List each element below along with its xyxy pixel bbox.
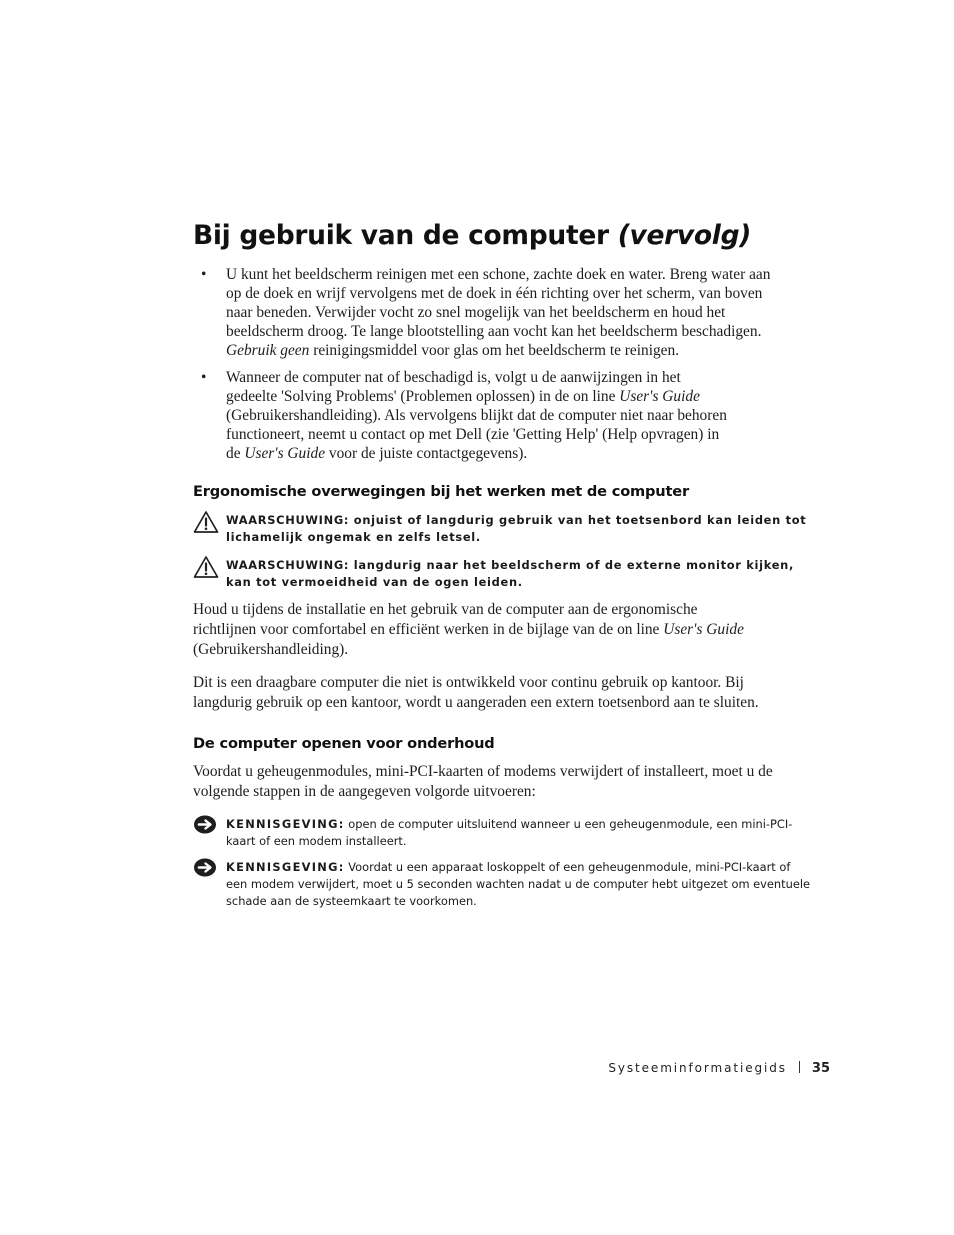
warning-notice [193,557,805,591]
bullet-line: naar beneden. Verwijder vocht zo snel mogelijk van het beeldscherm en houd het [226,304,726,321]
section-heading-ergonomics: Ergonomische overwegingen bij het werken met de computer [193,483,689,500]
notice-label: KENNISGEVING: [226,860,345,874]
page-number: 35 [811,1061,830,1076]
warning-text: kan tot vermoeidheid van de ogen leiden. [226,575,523,589]
notice-arrow-icon [193,857,219,881]
emphasis-text: Gebruik geen [226,342,310,359]
guide-title: User's Guide [244,445,326,462]
bullet-item [193,368,805,463]
guide-title: User's Guide [619,388,700,405]
bullet-line: beeldscherm droog. Te lange blootstelling aan vocht kan het beeldscherm beschadigen. [226,323,762,340]
paragraph: Voordat u geheugenmodules, mini-PCI-kaarten of modems verwijdert of installeert, moet u de volgende stappen in de aangegeven volgorde uitvoeren: [193,763,773,800]
paragraph: Houd u tijdens de installatie en het gebruik van de computer aan de ergonomische richtlijnen voor comfortabel en efficiënt werken in de bijlage van de on line User's Guide (Gebruikershandleiding). [193,601,744,658]
bullet-line-last: Gebruik geen reinigingsmiddel voor glas om het beeldscherm te reinigen. [226,342,680,359]
bullet-item [193,265,805,360]
page-title-continued: (vervolg) [617,220,752,251]
bullet-line: functioneert, neemt u contact op met Dell (zie 'Getting Help' (Help opvragen) in [226,426,720,443]
notice-arrow-icon [193,814,219,838]
page-title [193,220,833,251]
notice-label: KENNISGEVING: [226,817,345,831]
guide-title: User's Guide [663,621,744,638]
warning-triangle-icon [193,555,219,579]
section-heading-open-computer: De computer openen voor onderhoud [193,735,495,752]
bullet-dot-icon: • [201,266,207,283]
notice-item: KENNISGEVING: open de computer uitsluitend wanneer u een geheugenmodule, een mini-PCI- kaart of een modem installeert. [193,816,805,850]
paragraph: Dit is een draagbare computer die niet is ontwikkeld voor continu gebruik op kantoor. Bij langdurig gebruik op een kantoor, wordt u aangeraden een extern toetsenbord aan te sluiten. [193,674,759,711]
footer-divider [799,1061,800,1073]
warning-triangle-icon [193,510,219,534]
warning-text: WAARSCHUWING: langdurig naar het beeldscherm of de externe monitor kijken, [226,558,794,572]
bullet-line: (Gebruikershandleiding). Als vervolgens blijkt dat de computer niet naar behoren [226,407,727,424]
bullet-dot-icon: • [201,369,207,386]
warning-text: lichamelijk ongemak en zelfs letsel. [226,530,481,544]
page-footer [560,1061,830,1076]
bullet-line: de User's Guide voor de juiste contactgegevens). [226,445,528,462]
footer-section-title: Systeeminformatiegids [608,1061,787,1075]
bullet-line: U kunt het beeldscherm reinigen met een schone, zachte doek en water. Breng water aan [226,266,771,283]
bullet-line: gedeelte 'Solving Problems' (Problemen oplossen) in de on line User's Guide [226,388,700,405]
page-title-main: Bij gebruik van de computer [193,220,618,251]
bullet-line: op de doek en wrijf vervolgens met de doek in één richting over het scherm, van boven [226,285,763,302]
warning-text: WAARSCHUWING: onjuist of langdurig gebruik van het toetsenbord kan leiden tot [226,513,807,527]
warning-notice [193,512,805,546]
bullet-line: Wanneer de computer nat of beschadigd is, volgt u de aanwijzingen in het [226,369,681,386]
notice-item: KENNISGEVING: Voordat u een apparaat loskoppelt of een geheugenmodule, mini-PCI-kaart of een modem verwijdert, moet u 5 seconden wachten nadat u de computer hebt uitgezet om eventuele schade aan de systeemkaart te voorkomen. [193,859,805,910]
